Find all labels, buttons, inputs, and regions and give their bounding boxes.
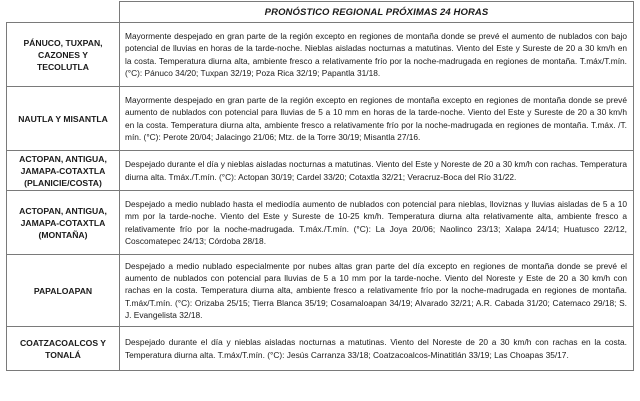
forecast-text: Mayormente despejado en gran parte de la región excepto en regiones de montaña excepto en regiones de montaña donde se prevé aumento de nublados con potencial para lluvias de 5 a 10 mm en horas de la tarde-noche. Viento del Este y Sureste de 20 a 30 km/h en la costa. Temperatura diurna alta, ambiente fresco a relativamente frío por la noche-madrugada en regiones de montaña. T.máx. /T. mín. (°C): Perote 20/04; Jalacingo 21/06; Mtz. de la Torre 30/19; Misantla 27/16. xyxy=(120,87,634,151)
forecast-text: Despejado a medio nublado especialmente por nubes altas gran parte del día excepto en regiones de montaña donde se prevé el aumento de nublados con potencial para lluvias de 5 a 10 mm por la tarde-noche. Viento del Noreste y Este de 20 a 30 km/h con rachas en la costa. Temperatura diurna alta, ambiente fresco a relativamente frío por la noche-madrugada en regiones de montaña. T.máx/T.mín. (°C): Orizaba 25/15; Tierra Blanca 35/19; Cosamaloapan 34/19; Alvarado 32/21; A.R. Cabada 31/20; Catemaco 29/18; S. J. Evangelista 32/18. xyxy=(120,255,634,327)
region-name-line: JAMAPA-COTAXTLA xyxy=(20,217,106,228)
region-name-line: ACTOPAN, ANTIGUA, xyxy=(19,205,107,216)
region-name-line: CAZONES Y xyxy=(38,49,88,60)
region-name xyxy=(7,327,120,371)
region-name-line: NAUTLA Y MISANTLA xyxy=(18,113,108,124)
table-row xyxy=(7,255,634,327)
table-row xyxy=(7,23,634,87)
region-name xyxy=(7,255,120,327)
region-name-line: PÁNUCO, TUXPAN, xyxy=(23,37,103,48)
header-empty-cell xyxy=(7,2,120,23)
region-name xyxy=(7,151,120,191)
forecast-table xyxy=(6,1,634,371)
region-name-line: PAPALOAPAN xyxy=(33,285,93,296)
region-name xyxy=(7,87,120,151)
region-name xyxy=(7,23,120,87)
table-row xyxy=(7,191,634,255)
table-header-row xyxy=(7,2,634,23)
forecast-text: Mayormente despejado en gran parte de la región excepto en regiones de montaña donde se prevé el aumento de nublados con bajo potencial de lluvias en horas de la tarde-noche. Nieblas aisladas nocturnas a matutinas. Viento del Este y Sureste de 20 a 30 km/h en la costa. Temperatura diurna alta, ambiente fresco a relativamente frío por la noche-madrugada en regiones de montaña. T.máx/T.mín. (°C): Pánuco 34/20; Tuxpan 32/19; Poza Rica 32/19; Papantla 31/18. xyxy=(120,23,634,87)
region-name-line: TECOLUTLA xyxy=(36,61,90,72)
region-name-line: (PLANICIE/COSTA) xyxy=(24,177,102,188)
table-row xyxy=(7,151,634,191)
region-name-line: TONALÁ xyxy=(45,349,81,360)
forecast-text: Despejado durante el día y nieblas aisladas nocturnas a matutinas. Viento del Este y Noreste de 20 a 30 km/h con rachas. Temperatura diurna alta. Tmáx./T.mín. (°C): Actopan 30/19; Cardel 33/20; Cotaxtla 32/21; Veracruz-Boca del Río 31/22. xyxy=(120,151,634,191)
table-title: PRONÓSTICO REGIONAL PRÓXIMAS 24 HORAS xyxy=(120,2,634,23)
region-name-line: (MONTAÑA) xyxy=(38,229,88,240)
forecast-text: Despejado a medio nublado hasta el mediodía aumento de nublados con potencial para nieblas, lloviznas y lluvias aisladas de 5 a 10 mm por la tarde-noche. Viento del Este y Sureste de 10-25 km/h. Temperatura diurna alta relativamente alta, ambiente fresco a relativamente frío por la noche-madrugada. T.máx./T.mín. (°C): La Joya 20/06; Naolinco 23/13; Xalapa 24/14; Huatusco 22/12, Coscomatepec 24/13; Córdoba 28/18. xyxy=(120,191,634,255)
region-name-line: ACTOPAN, ANTIGUA, xyxy=(19,153,107,164)
table-row xyxy=(7,87,634,151)
region-name-line: JAMAPA-COTAXTLA xyxy=(20,165,106,176)
region-name-line: COATZACOALCOS Y xyxy=(19,337,107,348)
region-name xyxy=(7,191,120,255)
forecast-text: Despejado durante el día y nieblas aisladas nocturnas a matutinas. Viento del Noreste de 20 a 30 km/h con rachas en la costa. Temperatura diurna alta. T.máx/T.mín. (°C): Jesús Carranza 33/18; Coatzacoalcos-Minatitlán 33/19; Las Choapas 35/17. xyxy=(120,327,634,371)
table-row xyxy=(7,327,634,371)
